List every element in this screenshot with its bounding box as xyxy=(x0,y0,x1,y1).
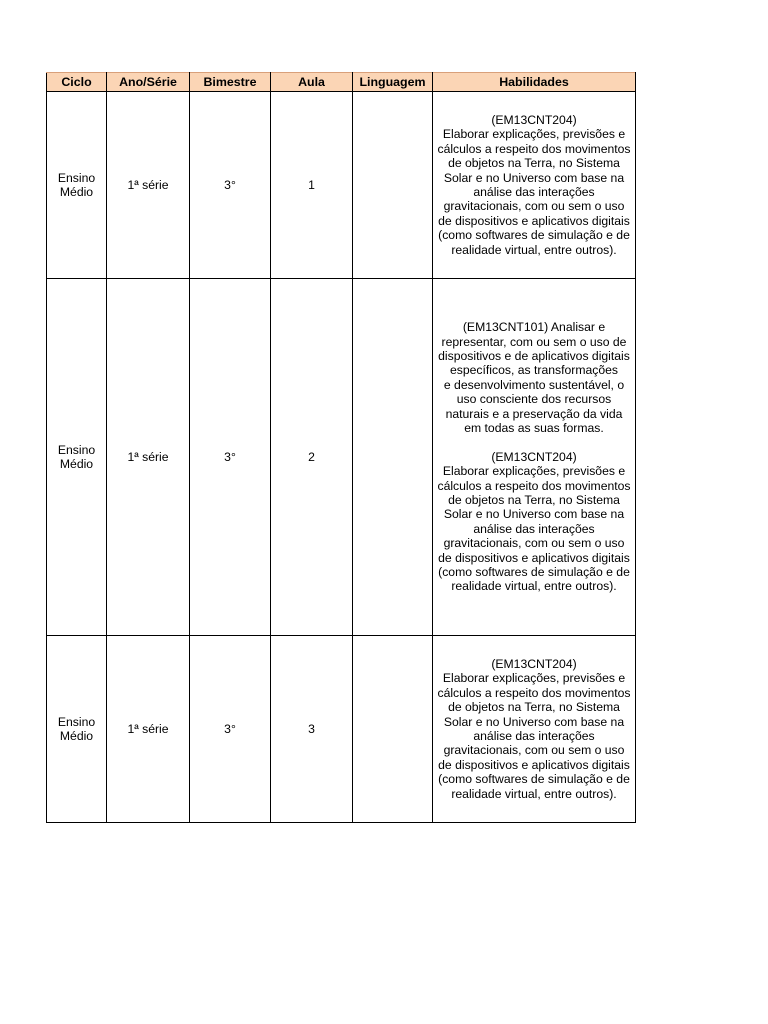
column-header-linguagem: Linguagem xyxy=(353,73,433,92)
column-header-aula: Aula xyxy=(271,73,353,92)
column-header-habilidades: Habilidades xyxy=(433,73,636,92)
cell-ano-serie: 1ª série xyxy=(107,279,190,636)
cell-linguagem xyxy=(353,92,433,279)
column-header-ciclo: Ciclo xyxy=(47,73,107,92)
cell-aula: 3 xyxy=(271,636,353,823)
cell-habilidades: (EM13CNT101) Analisar e representar, com ou sem o uso de dispositivos e de aplicativos digitais específicos, as transformações e desenvolvimento sustentável, o uso consciente dos recursos naturais e a preservação da vida em todas as suas formas. (EM13CNT204) Elaborar explicações, previsões e cálculos a respeito dos movimentos de objetos na Terra, no Sistema Solar e no Universo com base na análise das interações gravitacionais, com ou sem o uso de dispositivos e aplicativos digitais (como softwares de simulação e de realidade virtual, entre outros). xyxy=(433,279,636,636)
cell-bimestre: 3° xyxy=(190,636,271,823)
cell-habilidades: (EM13CNT204) Elaborar explicações, previsões e cálculos a respeito dos movimentos de objetos na Terra, no Sistema Solar e no Universo com base na análise das interações gravitacionais, com ou sem o uso de dispositivos e aplicativos digitais (como softwares de simulação e de realidade virtual, entre outros). xyxy=(433,636,636,823)
cell-ano-serie: 1ª série xyxy=(107,636,190,823)
cell-ciclo: Ensino Médio xyxy=(47,636,107,823)
table-row xyxy=(47,279,636,636)
cell-ano-serie: 1ª série xyxy=(107,92,190,279)
cell-habilidades: (EM13CNT204) Elaborar explicações, previsões e cálculos a respeito dos movimentos de objetos na Terra, no Sistema Solar e no Universo com base na análise das interações gravitacionais, com ou sem o uso de dispositivos e aplicativos digitais (como softwares de simulação e de realidade virtual, entre outros). xyxy=(433,92,636,279)
cell-linguagem xyxy=(353,636,433,823)
column-header-ano-serie: Ano/Série xyxy=(107,73,190,92)
cell-bimestre: 3° xyxy=(190,92,271,279)
cell-aula: 2 xyxy=(271,279,353,636)
table-row xyxy=(47,92,636,279)
curriculum-table xyxy=(46,72,636,823)
cell-linguagem xyxy=(353,279,433,636)
cell-aula: 1 xyxy=(271,92,353,279)
cell-ciclo: Ensino Médio xyxy=(47,279,107,636)
cell-ciclo: Ensino Médio xyxy=(47,92,107,279)
cell-bimestre: 3° xyxy=(190,279,271,636)
header-row xyxy=(47,73,636,92)
column-header-bimestre: Bimestre xyxy=(190,73,271,92)
table-row xyxy=(47,636,636,823)
